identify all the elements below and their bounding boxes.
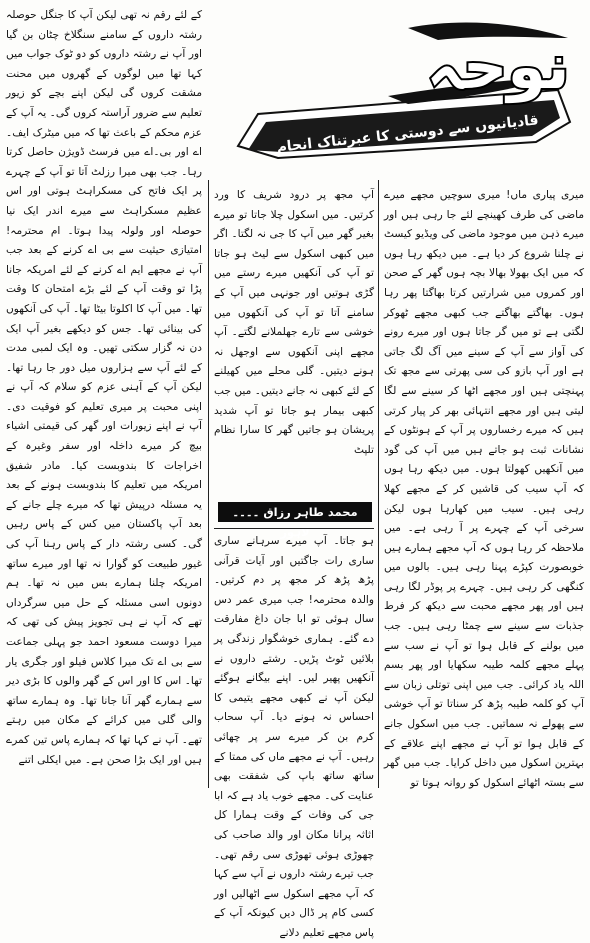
column-middle-top-text: آپ مجھ پر درود شریف کا ورد کرتیں۔ میں اسکول چلا جاتا تو میرے بغیر گھر میں آپ کا جی نہ لگتا۔ اگر میں کبھی اسکول سے لیٹ ہو جاتا تو آپ کی آنکھیں میرے رستے میں گڑی ہوتیں اور جونہی میں آپ کے سامنے آتا تو آپ کی آنکھوں میں خوشی سے تارے جھلملانے لگتے۔ آپ مجھے اپنی آنکھوں سے اوجھل نہ ہونے دیتیں۔ گلی محلے میں کھیلنے کے لئے کبھی نہ جانے دیتیں۔ میں جب کبھی بیمار ہو جاتا تو آپ شدید پریشان ہو جاتیں گھر کا سارا نظام تلپٹ (214, 189, 374, 456)
column-left-text: کے لئے رقم نہ تھی لیکن آپ کا جنگل حوصلہ رشتہ داروں کے سامنے سنگلاخ چٹان بن گیا اور آپ نے رشتہ داروں کو دو ٹوک جواب میں کہا تھا میں لوگوں کے گھروں میں محنت مشقت کروں گی لیکن اپنے بچے کو زیور تعلیم سے ضرور آراستہ کروں گی۔ یہ آپ کے عزم محکم کے باعث تھا کہ میں میٹرک ایف۔اے اور بی۔اے میں فرسٹ ڈویژن حاصل کرتا رہا۔ جب بھی میرا رزلٹ آتا تو آپ کے چہرے پر ایک فاتح کی مسکراہٹ ہوتی اور اس عظیم مسکراہٹ سے میرے اندر ایک نیا حوصلہ اور ولولہ پیدا ہوتا۔ ام محترمہ! امتیازی حیثیت سے بی اے کرنے کے بعد جب آپ نے مجھے ایم اے کرنے کے لئے امریکہ جانا پڑا تو وقت آپ کے لئے بڑے امتحان کا وقت تھا۔ میں آپ کا اکلوتا بیٹا تھا۔ آپ کی آنکھوں کی بینائی تھا۔ جس کو دیکھے بغیر آپ ایک دن نہ گزار سکتی تھیں۔ وہ ایک لمبی مدت کے لئے آپ سے ہزاروں میل دور جا رہا تھا۔ لیکن آپ کے آہنی عزم کو سلام کہ آپ نے اپنی محبت پر میری تعلیم کو فوقیت دی۔ آپ نے اپنے زیورات اور گھر کی قیمتی اشیاء بیچ کر میرے داخلہ اور سفر وغیرہ کے اخراجات کا بندوبست کیا۔ مادر شفیق امریکہ میں تعلیم کا بندوبست ہونے کے بعد یہ مسئلہ درپیش تھا کہ میرے چلے جانے کے بعد آپ پاکستان میں کس کے پاس رہیں گی۔ کسی رشتہ دار کے پاس رہنا آپ کی غیور طبیعت کو گوارا نہ تھا اور میرے ساتھ امریکہ چلنا ہمارے بس میں نہ تھا۔ ہم دونوں اسی مسئلہ کے حل میں سرگرداں تھے کہ آپ نے ہی تجویز پیش کی تھی کہ میرا دوست مسعود احمد جو پہلی جماعت سے بی اے تک میرا کلاس فیلو اور جگری یار تھا۔ اس کا اور اس کے گھر والوں کا بڑی دیر سے ہمارے گھر آنا جانا تھا۔ وہ ہمارے ساتھ والی گلی میں کرائے کے مکان میں رہتے تھے۔ آپ نے کہا تھا کہ ہمارے پاس تین کمرے ہیں اور ایک بڑا صحن ہے۔ میں ایکلی اتنے (6, 9, 202, 766)
byline-rule (214, 528, 374, 529)
column-left (6, 6, 202, 788)
column-middle-bottom-text: ہو جاتا۔ آپ میرے سرہانے ساری ساری رات جاگتیں اور آیات قرآنی پڑھ پڑھ کر مجھ پر دم کرتیں۔ والدہ محترمہ! جب میری عمر دس سال ہوئی تو ابا جان داغ مفارقت دے گئے۔ ہماری خوشگوار زندگی پر بلائیں ٹوٹ پڑیں۔ رشتے داروں نے آنکھیں پھیر لیں۔ اپنے بیگانے ہوگئے لیکن آپ نے کبھی مجھے یتیمی کا احساس نہ ہونے دیا۔ آپ سحاب کرم بن کر میرے سر پر چھائی رہیں۔ آپ نے مجھے ماں کی ممتا کے ساتھ ساتھ باپ کی شفقت بھی عنایت کی۔ مجھے خوب یاد ہے کہ ابا جی کی وفات کے وقت ہمارا کل اثاثہ پرانا مکان اور والد صاحب کی چھوڑی ہوئی تھوڑی سی رقم تھی۔ جب تیرے رشتہ داروں نے آپ سے کہا کہ آپ مجھے اسکول سے اٹھالیں اور کسی کام پر ڈال دیں کیونکہ آپ کے پاس مجھے تعلیم دلانے (214, 535, 374, 939)
column-rule-left (208, 180, 209, 788)
headline-graphic (218, 18, 578, 168)
headline-title: نوحہ (426, 30, 570, 103)
column-right-text: میری پیاری ماں! میری سوچیں مجھے میرے ماضی کی طرف کھینچے لئے جا رہی ہیں اور میرے ذہن میں موجود ماضی کی ویڈیو کیسٹ نے چلنا شروع کر دیا ہے۔ میں دیکھ رہا ہوں کہ میں ایک بھولا بھالا بچہ ہوں گھر کے صحن اور کمروں میں شرارتیں کرتا بھاگتا پھر رہا ہوں۔ بھاگتے بھاگتے جب کبھی مجھے ٹھوکر لگتی ہے تو میں گر جاتا ہوں اور میرے رونے کی آواز سے آپ کے سینے میں آگ لگ جاتی ہے اور آپ بازو کی سی پھرتی سے مجھ تک پہنچتی ہیں اور مجھے اٹھا کر سینے سے لگا لیتی ہیں اور مجھے انتہائی بھر کر پیار کرتی ہیں کہ میرے رخساروں پر آپ کے ہونٹوں کے نشانات ثبت ہو جاتے ہیں میں آپ کی گود میں آنکھیں کھولتا ہوں۔ میں دیکھ رہا ہوں کہ آپ سیب کی قاشیں کر کے مجھے کھلا رہی ہیں۔ سیب میں کھارہا ہوں لیکن سرخی آپ کے چہرے پر آ رہی ہے۔ میں ملاحظہ کر رہا ہوں کہ آپ مجھے ہمارے ہیں خوبصورت کپڑے پہنا رہی ہیں۔ بالوں میں کنگھی کر رہی ہیں۔ چہرے پر پوڈر لگا رہی ہیں اور پھر مجھے محبت سے دیکھ کر فرط جذبات سے سینے سے چمٹا رہی ہیں۔ جب میں بولنے کے قابل ہوا تو آپ نے سب سے پہلے مجھے کلمہ طیبہ سکھایا اور پھر بسم اللہ یاد کرائی۔ جب میں اپنی توتلی زبان سے آپ کو کلمہ طیبہ پڑھ کر سناتا تو آپ خوشی سے پھولے نہ سماتیں۔ جب میں اسکول جانے کے قابل ہوا تو آپ نے مجھے اپنے علاقے کے بہترین اسکول میں داخل کرایا۔ جب میں گھر سے بستہ اٹھائے اسکول کو روانہ ہوتا تو (384, 189, 584, 789)
column-middle-top (214, 186, 374, 494)
headline-subtitle: قادیانیوں سے دوستی کا عبرتناک انجام (275, 112, 540, 156)
column-rule-right (378, 180, 379, 788)
column-right (384, 186, 584, 788)
headline-art (218, 18, 578, 168)
column-middle-bottom (214, 532, 374, 939)
byline: محمد طاہر رزاق ۔۔۔۔ لاہور (218, 502, 372, 522)
